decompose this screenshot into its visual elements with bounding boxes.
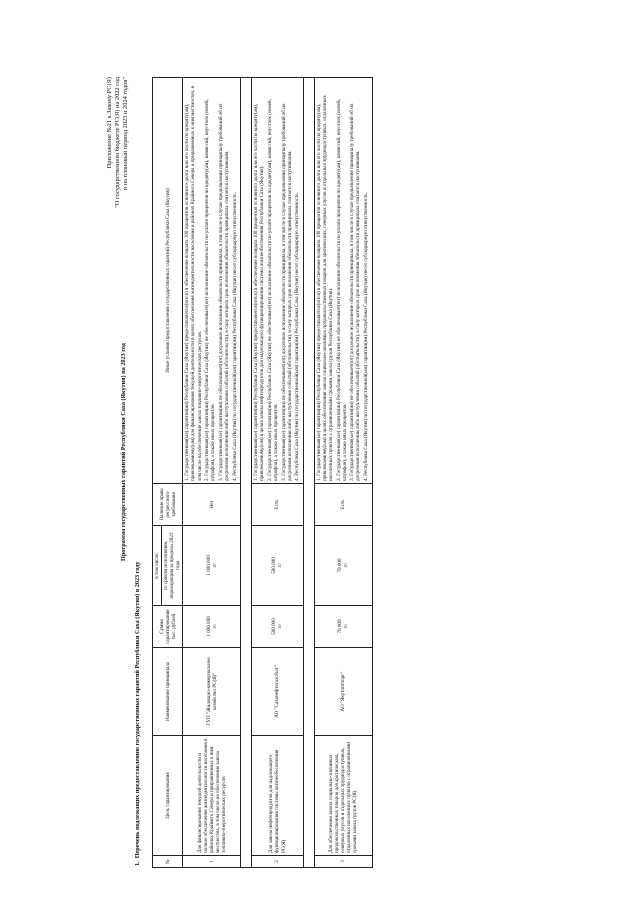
sub-value: 70 000 bbox=[337, 558, 344, 573]
guarantees-table bbox=[152, 77, 373, 868]
row-principal bbox=[183, 648, 241, 736]
header-conditions: Иные условия предоставления государственных гарантий Республики Саха (Якутия) bbox=[153, 78, 183, 484]
condition-item: 2. Государственная(ые) гарантия(ии) Республики Саха (Якутия) не обеспечивает(ют) исполнение обязательств по уплате процентов по кредиту(ам), комиссий, неустоек (пеней, штрафов), а также иных процентов. bbox=[204, 99, 217, 481]
sub-value: 1 000 000 bbox=[205, 555, 212, 576]
row-goal: Для финансирования текущей деятельности и полное обеспечение жизнедеятельности населения в районах Крайнего Севера и приравненных к ним местностях, в том числе на обеспечение завоза топливно-энергетических ресурсов bbox=[183, 736, 241, 856]
header-goal: Цель гарантирования bbox=[153, 736, 183, 856]
condition-item: 3. Государственная(ые) гарантия(ии) не обеспечивает(ют) досрочное исполнение обязательств принципала, в том числе в случае предъявления принципалу требований об их досрочном исполнении либо наступления событий (обстоятельств), в силу которых срок исполнения обязательств принципала считается наступившим. bbox=[217, 103, 230, 481]
row-conditions bbox=[183, 78, 241, 484]
principal-name: АО "Саханефтегазсбыт" bbox=[274, 665, 281, 718]
header-sub: со сроком исполнения, переходящим за пределы 2023 года bbox=[162, 526, 183, 606]
sub-value: 500 000 bbox=[271, 557, 278, 574]
section-number: 1. bbox=[134, 861, 141, 866]
attachment-line: "О государственном бюджете РС(Я) на 2022 год bbox=[114, 77, 121, 208]
header-incl: в том числе: bbox=[153, 526, 162, 606]
program-title: Программа государственных гарантий Республики Саха (Якутия) на 2023 год bbox=[120, 343, 127, 561]
condition-item: 1. Государственная(ые) гарантия(ии) Республики Саха (Якутия) предоставляется(ются) в обеспечение возврата 100 процентов основного долга или его части по кредиту(ам), привлекаемому(ым) в целях завоза нефтепродуктов для надлежащего функционирования системы жизнеобеспечения Республики Саха (Якутия). bbox=[253, 103, 266, 481]
row-principal bbox=[314, 648, 372, 736]
row-sub bbox=[314, 526, 372, 606]
row-sum bbox=[314, 606, 372, 648]
sum-mark: 20 bbox=[343, 624, 349, 629]
row-regress: Есть bbox=[314, 484, 372, 526]
row-spacer bbox=[241, 78, 252, 868]
header-principal: Наименование принципала bbox=[153, 648, 183, 736]
sub-mark: 20 bbox=[211, 563, 217, 568]
sum-value: 500 000 bbox=[271, 618, 278, 635]
sum-mark: 20 bbox=[211, 624, 217, 629]
section-title-block bbox=[134, 81, 141, 866]
condition-item: 3. Государственная(ые) гарантия(ии) не обеспечивает(ют) досрочное исполнение обязательств принципала, в том числе в случае предъявления принципалу требований об их досрочном исполнении либо наступления событий (обстоятельств), в силу которых срок исполнения обязательств принципала считается наступившим. bbox=[349, 103, 362, 481]
header-regress: Наличие права регрессного требования bbox=[153, 484, 183, 526]
row-sub bbox=[252, 526, 304, 606]
header-sum: Сумма гарантирования тыс. рублей bbox=[153, 606, 183, 648]
condition-item: 2. Государственная(ые) гарантия(ии) Республики Саха (Якутия) не обеспечивает(ют) исполнение обязательств по уплате процентов по кредиту(ам), комиссий, неустоек (пеней, штрафов), а также иных процентов. bbox=[266, 99, 279, 481]
attachment-line: и на плановый период 2023 и 2024 годов" bbox=[122, 77, 129, 191]
row-num: 1 bbox=[183, 856, 241, 868]
row-sub bbox=[183, 526, 241, 606]
condition-item: 1. Государственная(ые) гарантия(ии) Республики Саха (Якутия) предоставляется(ются) в обеспечение возврата 100 процентов основного долга или его части по кредиту(ам), привлекаемому(ым) для финансирования текущей деятельности в целях обеспечения жизнедеятельности населения в районах Крайнего Севера и приравненных к ним местностях, в том числе на обеспечение завоза топливно-энергетических ресурсов. bbox=[184, 85, 203, 481]
row-conditions bbox=[252, 78, 304, 484]
table-row bbox=[314, 78, 372, 868]
condition-item: 1. Государственная(ые) гарантия(ии) Республики Саха (Якутия) предоставляется(ются) в обеспечение возврата 100 процентов основного долга или его части по кредиту(ам), привлекаемому(ым) в целях обеспечения завоза социально-значимых продовольственных товаров для арктических, северных улусов и отдельных труднодоступных, отдаленных населенных пунктов с ограниченными сроками завоза грузов Республики Саха (Якутия). bbox=[315, 95, 334, 481]
sum-value: 1 000 000 bbox=[205, 616, 212, 637]
rotated-landscape-sheet bbox=[100, 74, 625, 872]
sub-mark: 20 bbox=[277, 563, 283, 568]
row-sum bbox=[252, 606, 304, 648]
row-principal bbox=[252, 648, 304, 736]
row-regress: Есть bbox=[252, 484, 304, 526]
principal-name: АО "Якутоптторг" bbox=[340, 671, 347, 712]
table-row bbox=[252, 78, 304, 868]
row-conditions bbox=[314, 78, 372, 484]
row-num: 3 bbox=[314, 856, 372, 868]
row-spacer bbox=[303, 78, 314, 868]
row-goal: Для завоза нефтепродуктов для надлежащего функционирования системы жизнеобеспечения РС(Я) bbox=[252, 736, 304, 856]
header-num: № bbox=[153, 856, 183, 868]
row-regress: Нет bbox=[183, 484, 241, 526]
condition-item: 4. Республика Саха (Якутия) по государственной(ым) гарантии(ям) Республики Саха (Якутия) несет субсидиарную ответственность. bbox=[294, 191, 301, 481]
attachment-line: Приложение №21 к Закону РС(Я) bbox=[106, 77, 113, 169]
row-sum bbox=[183, 606, 241, 648]
condition-item: 4. Республика Саха (Якутия) по государственной(ым) гарантии(ям) Республики Саха (Якутия) несет субсидиарную ответственность. bbox=[231, 191, 238, 481]
condition-item: 3. Государственная(ые) гарантия(ии) не обеспечивает(ют) досрочное исполнение обязательств принципала, в том числе в случае предъявления принципалу требований об их досрочном исполнении либо наступления событий (обстоятельств), в силу которых срок исполнения обязательств принципала считается наступившим. bbox=[280, 103, 293, 481]
sum-mark: 20 bbox=[277, 624, 283, 629]
condition-item: 2. Государственная(ые) гарантия(ии) Республики Саха (Якутия) не обеспечивает(ют) исполнение обязательств по уплате процентов по кредиту(ам), комиссий, неустоек (пеней, штрафов), а также иных процентов. bbox=[335, 99, 348, 481]
row-num: 2 bbox=[252, 856, 304, 868]
sub-mark: 20 bbox=[343, 563, 349, 568]
sum-value: 70 000 bbox=[337, 619, 344, 634]
table-row bbox=[183, 78, 241, 868]
section-title: Перечень подлежащих предоставлению государственных гарантий Республики Саха (Якутия) в 2023 году bbox=[134, 561, 141, 859]
row-goal: Для обеспечения завоза социально-значимых продовольственных товаров для арктических, северных улусов и отдельных труднодоступных, отдаленных населенных пунктов с ограниченными сроками завоза грузов РС(Я) bbox=[314, 736, 372, 856]
principal-name: ГУП "Жилищно-коммунальное хозяйство РС(Я)" bbox=[205, 657, 218, 726]
condition-item: 4. Республика Саха (Якутия) по государственной(ым) гарантии(ям) Республики Саха (Якутия) несет субсидиарную ответственность. bbox=[362, 191, 369, 481]
